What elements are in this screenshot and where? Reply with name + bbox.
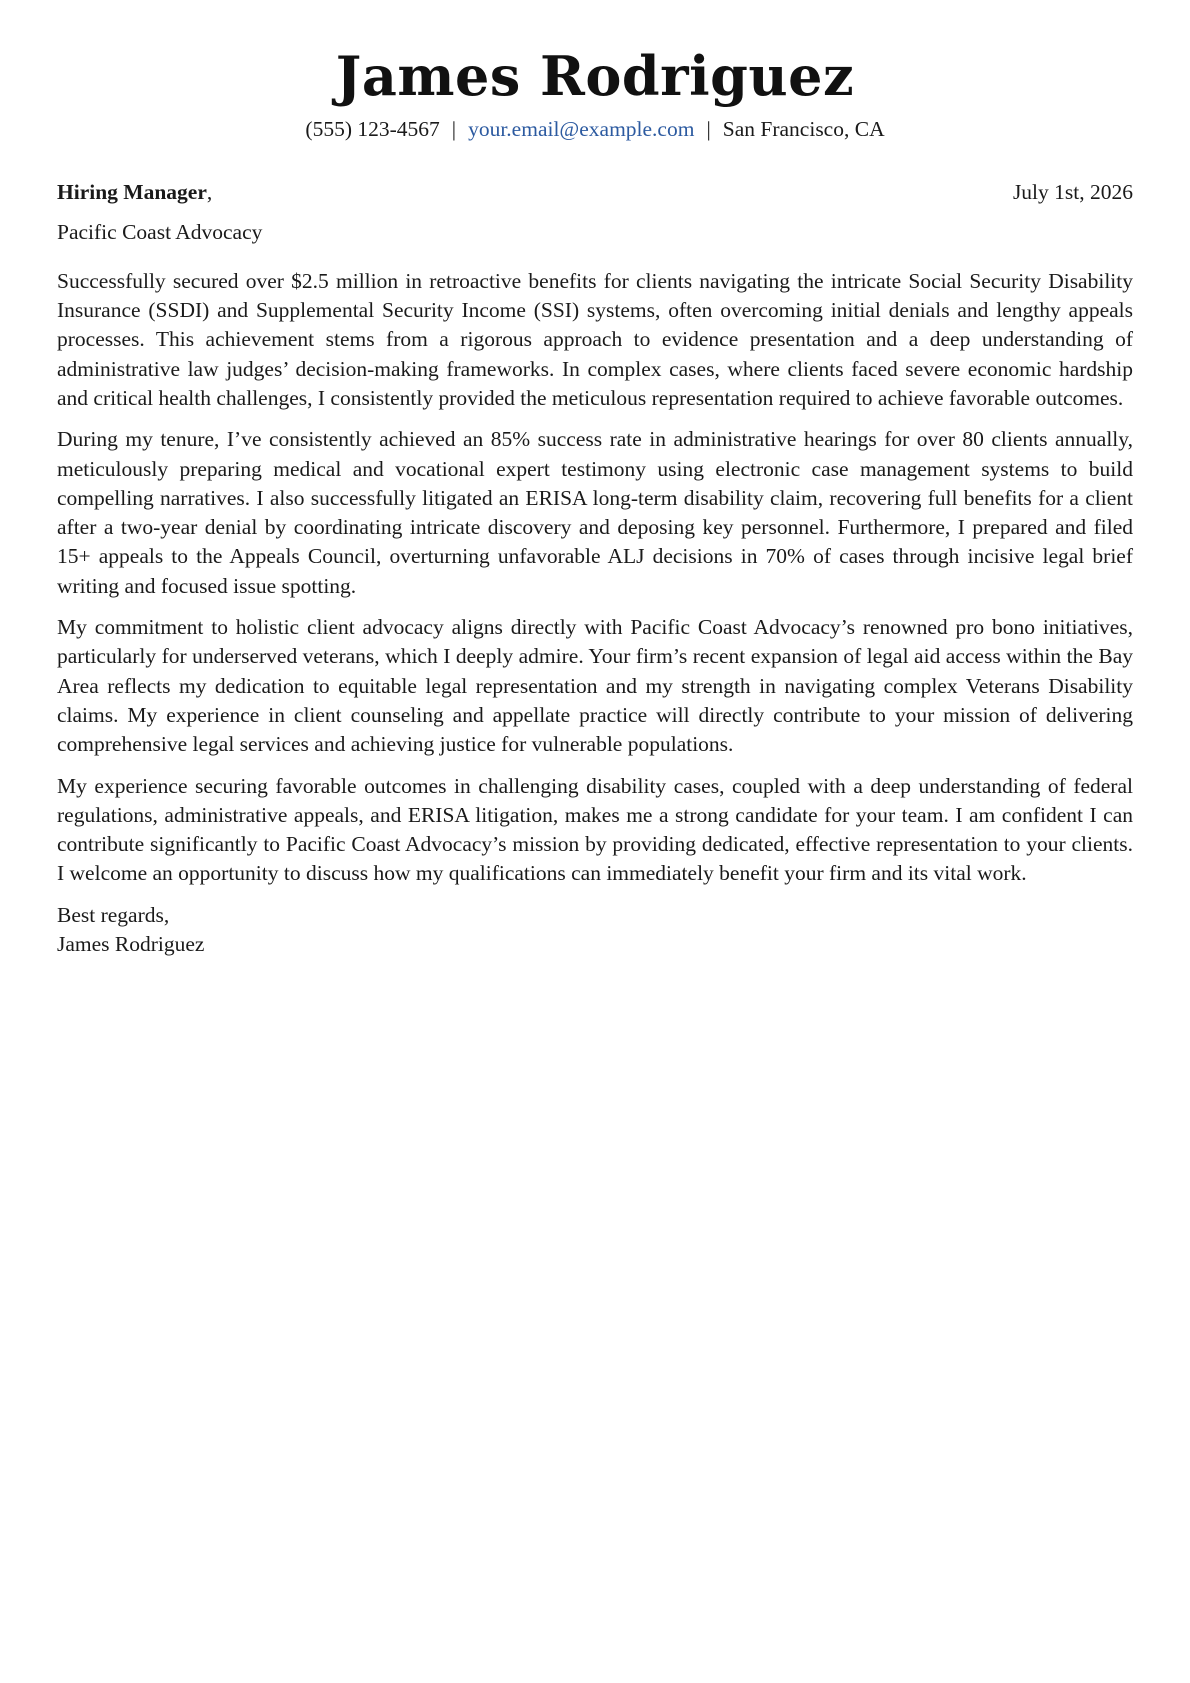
recipient-title: Hiring Manager xyxy=(57,179,207,204)
letter-body xyxy=(57,267,1133,889)
body-paragraph: During my tenure, I’ve consistently achieved an 85% success rate in administrative hearings for over 80 clients annually, meticulously preparing medical and vocational expert testimony using electronic case management systems to build compelling narratives. I also successfully litigated an ERISA long-term disability claim, recovering full benefits for a client after a two-year denial by coordinating intricate discovery and deposing key personnel. Furthermore, I prepared and filed 15+ appeals to the Appeals Council, overturning unfavorable ALJ decisions in 70% of cases through incisive legal brief writing and focused issue spotting. xyxy=(57,427,1133,598)
letter-closing xyxy=(57,901,1133,960)
location: San Francisco, CA xyxy=(722,117,885,141)
phone-number: (555) 123-4567 xyxy=(305,117,440,141)
letter-date: July 1st, 2026 xyxy=(1012,179,1133,204)
recipient-date-row xyxy=(57,180,1133,205)
recipient-line xyxy=(57,180,212,205)
email-link[interactable]: your.email@example.com xyxy=(468,117,695,141)
body-paragraph: My experience securing favorable outcomes in challenging disability cases, coupled with a deep understanding of federal regulations, administrative appeals, and ERISA litigation, makes me a strong candidate for your team. I am confident I can contribute significantly to Pacific Coast Advocacy’s mission by providing dedicated, effective representation to your clients. I welcome an opportunity to discuss how my qualifications can immediately benefit your firm and its vital work. xyxy=(57,773,1133,886)
body-paragraph: Successfully secured over $2.5 million in retroactive benefits for clients navigating the intricate Social Security Disability Insurance (SSDI) and Supplemental Security Income (SSI) systems, often overcoming initial denials and lengthy appeals processes. This achievement stems from a rigorous approach to evidence presentation and a deep understanding of administrative law judges’ decision-making frameworks. In complex cases, where clients faced severe economic hardship and critical health challenges, I consistently provided the meticulous representation required to achieve favorable outcomes. xyxy=(57,268,1133,410)
applicant-name: James Rodriguez xyxy=(335,44,855,108)
recipient-title-suffix: , xyxy=(206,179,213,204)
contact-separator: | xyxy=(706,117,711,141)
signature-name: James Rodriguez xyxy=(57,932,205,957)
closing-salutation: Best regards, xyxy=(57,902,170,927)
contact-line xyxy=(57,117,1133,143)
recipient-company: Pacific Coast Advocacy xyxy=(57,219,263,244)
body-paragraph: My commitment to holistic client advocacy aligns directly with Pacific Coast Advocacy’s renowned pro bono initiatives, particularly for underserved veterans, which I deeply admire. Your firm’s recent expansion of legal aid access within the Bay Area reflects my dedication to equitable legal representation and my strength in navigating complex Veterans Disability claims. My experience in client counseling and appellate practice will directly contribute to your mission of delivering comprehensive legal services and achieving justice for vulnerable populations. xyxy=(57,615,1133,757)
contact-separator: | xyxy=(451,117,457,141)
